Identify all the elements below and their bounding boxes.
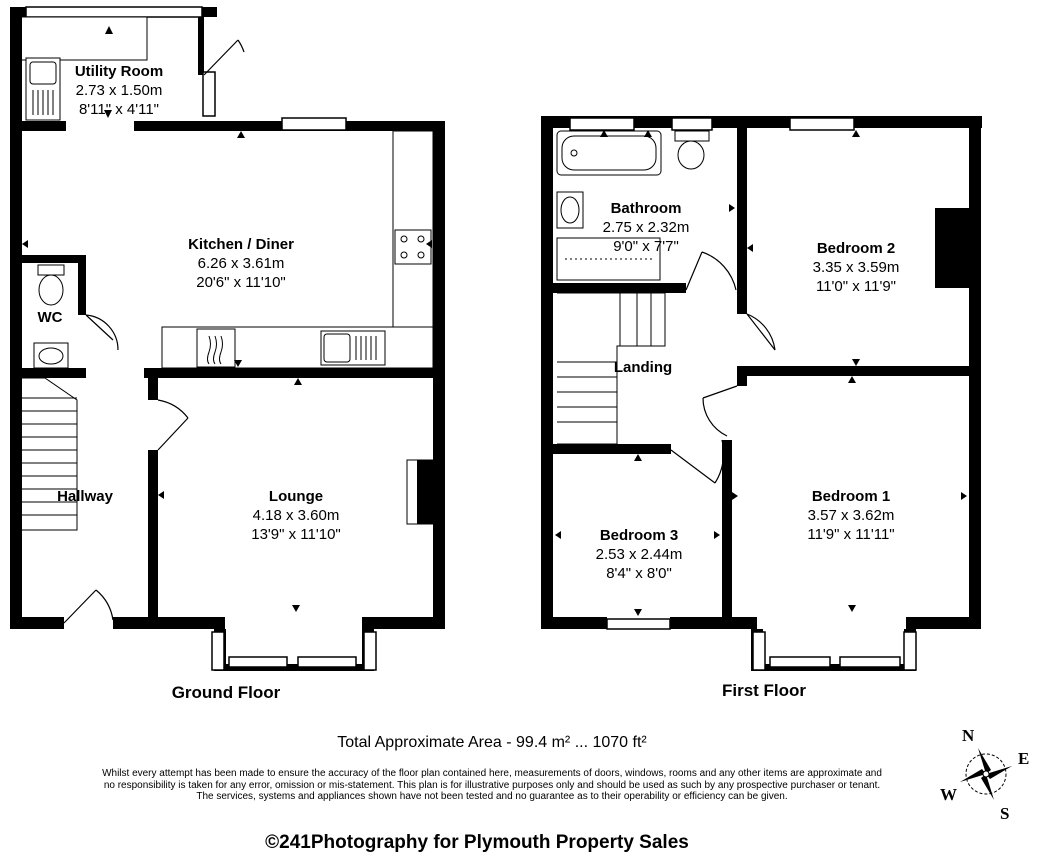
room-name: Bedroom 3 xyxy=(599,527,679,544)
room-label-bathroom xyxy=(603,199,690,256)
room-label-utility xyxy=(75,62,163,119)
compass-letter-s: S xyxy=(1000,804,1010,823)
room-name: Bedroom 2 xyxy=(816,240,896,257)
compass-letter-n: N xyxy=(962,726,975,745)
compass-letter-e: E xyxy=(1018,749,1030,768)
room-imperial: 13'9" x 11'10" xyxy=(251,526,341,543)
room-imperial: 8'4" x 8'0" xyxy=(606,565,672,582)
disclaimer-line: no responsibility is taken for any error, omission or mis-statement. This plan is for illustrative purposes only and should be used as such by any prospective purchaser or tenant. xyxy=(103,779,881,791)
photography-credit: ©241Photography for Plymouth Property Sales xyxy=(265,832,689,853)
disclaimer-line: Whilst every attempt has been made to ensure the accuracy of the floor plan contained here, measurements of doors, windows, rooms and any other items are approximate and xyxy=(102,768,882,779)
room-label-bedroom-3 xyxy=(596,526,683,583)
room-label-bedroom-1 xyxy=(807,487,894,544)
room-imperial: 8'11" x 4'11" xyxy=(78,101,160,118)
room-imperial: 9'0" x 7'7" xyxy=(613,238,679,255)
room-imperial: 11'9" x 11'11" xyxy=(807,526,895,543)
room-metric: 2.75 x 2.32m xyxy=(602,219,690,236)
room-metric: 2.73 x 1.50m xyxy=(75,82,163,99)
room-metric: 2.53 x 2.44m xyxy=(595,546,683,563)
room-name: WC xyxy=(37,309,63,326)
room-name: Bathroom xyxy=(610,200,682,217)
room-metric: 3.57 x 3.62m xyxy=(807,507,895,524)
room-imperial: 20'6" x 11'10" xyxy=(196,274,286,291)
disclaimer xyxy=(62,768,922,803)
room-label-bedroom-2 xyxy=(813,239,900,296)
room-label-wc xyxy=(38,308,63,327)
room-metric: 4.18 x 3.60m xyxy=(252,507,340,524)
room-label-landing xyxy=(614,358,672,377)
ground-floor-title: Ground Floor xyxy=(171,683,281,702)
room-name: Bedroom 1 xyxy=(811,488,891,505)
total-area: Total Approximate Area - 99.4 m² ... 1070 ft² xyxy=(337,734,647,751)
room-label-hallway xyxy=(57,487,113,506)
room-imperial: 11'0" x 11'9" xyxy=(815,278,897,295)
room-metric: 3.35 x 3.59m xyxy=(812,259,900,276)
room-label-lounge xyxy=(251,487,341,544)
room-name: Utility Room xyxy=(74,63,164,80)
room-metric: 6.26 x 3.61m xyxy=(197,255,285,272)
disclaimer-line: The services, systems and appliances shown have not been tested and no guarantee as to their operability or efficiency can be given. xyxy=(196,791,788,802)
compass-rose xyxy=(960,748,1012,800)
room-label-kitchen-diner xyxy=(188,235,294,292)
first-floor-title: First Floor xyxy=(721,681,807,700)
lounge-chimney-breast xyxy=(417,460,433,524)
room-name: Hallway xyxy=(57,488,113,505)
room-name: Landing xyxy=(613,359,673,376)
compass-letter-w: W xyxy=(940,785,957,804)
room-name: Kitchen / Diner xyxy=(188,236,294,253)
room-name: Lounge xyxy=(268,488,324,505)
